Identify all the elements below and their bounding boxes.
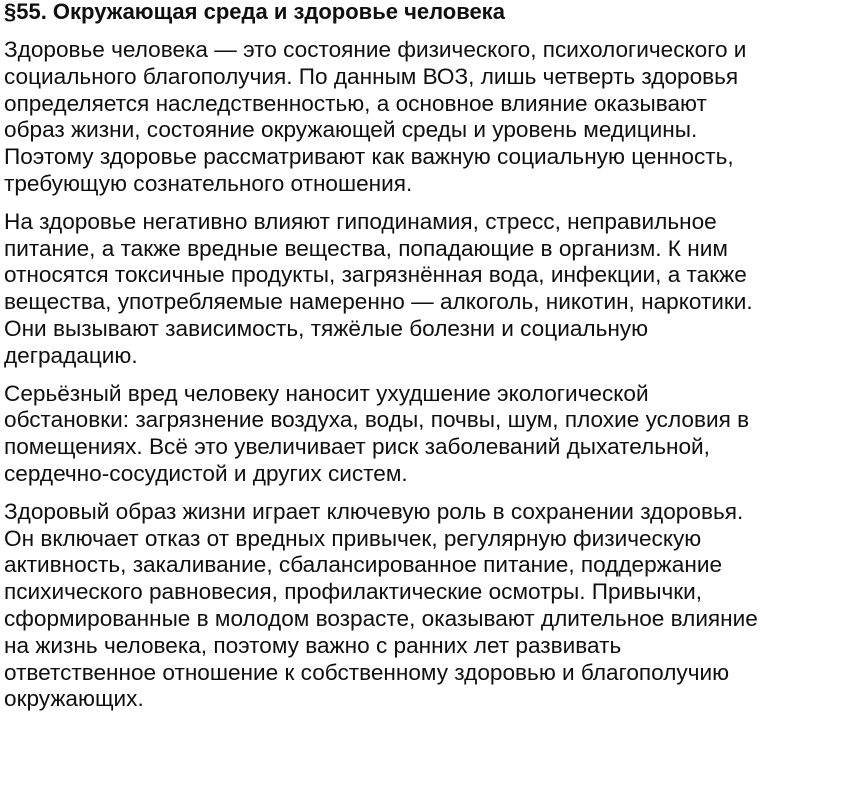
document-page	[4, 0, 856, 724]
paragraph-ecology	[4, 381, 856, 488]
paragraph-line: на жизнь человека, поэтому важно с ранних лет развивать	[4, 632, 622, 658]
paragraph-line: ответственное отношение к собственному здоровью и благополучию	[4, 659, 730, 685]
paragraph-line: деградацию.	[4, 342, 138, 368]
paragraph-line: Серьёзный вред человеку наносит ухудшение экологической	[4, 380, 649, 406]
paragraph-negative-factors	[4, 209, 856, 370]
paragraph-line: питание, а также вредные вещества, попадающие в организм. К ним	[4, 235, 728, 261]
paragraph-line: активность, закаливание, сбалансированное питание, поддержание	[4, 552, 723, 578]
paragraph-line: Поэтому здоровье рассматривают как важную социальную ценность,	[4, 144, 734, 170]
section-title: §55. Окружающая среда и здоровье человека	[4, 0, 505, 24]
paragraph-line: вещества, употребляемые намеренно — алкоголь, никотин, наркотики.	[4, 289, 753, 315]
paragraph-line: относятся токсичные продукты, загрязнённая вода, инфекции, а также	[4, 262, 747, 288]
paragraph-line: Они вызывают зависимость, тяжёлые болезни и социальную	[4, 315, 649, 341]
paragraph-healthy-lifestyle	[4, 499, 856, 713]
paragraph-line: обстановки: загрязнение воздуха, воды, почвы, шум, плохие условия в	[4, 407, 750, 433]
paragraph-line: образ жизни, состояние окружающей среды и уровень медицины.	[4, 117, 698, 143]
paragraph-line: На здоровье негативно влияют гиподинамия, стресс, неправильное	[4, 208, 717, 234]
paragraph-line: требующую сознательного отношения.	[4, 170, 413, 196]
paragraph-line: помещениях. Всё это увеличивает риск заболеваний дыхательной,	[4, 434, 710, 460]
paragraph-health-definition	[4, 37, 856, 198]
paragraph-line: окружающих.	[4, 686, 144, 712]
paragraph-line: Он включает отказ от вредных привычек, регулярную физическую	[4, 525, 702, 551]
paragraph-line: Здоровье человека — это состояние физического, психологического и	[4, 37, 747, 62]
paragraph-line: психического равновесия, профилактические осмотры. Привычки,	[4, 579, 703, 605]
paragraph-line: сформированные в молодом возрасте, оказывают длительное влияние	[4, 605, 758, 631]
paragraph-line: сердечно-сосудистой и других систем.	[4, 460, 408, 486]
paragraph-line: Здоровый образ жизни играет ключевую роль в сохранении здоровья.	[4, 498, 744, 524]
paragraph-line: определяется наследственностью, а основное влияние оказывают	[4, 90, 707, 116]
paragraph-line: социального благополучия. По данным ВОЗ, лишь четверть здоровья	[4, 63, 739, 89]
